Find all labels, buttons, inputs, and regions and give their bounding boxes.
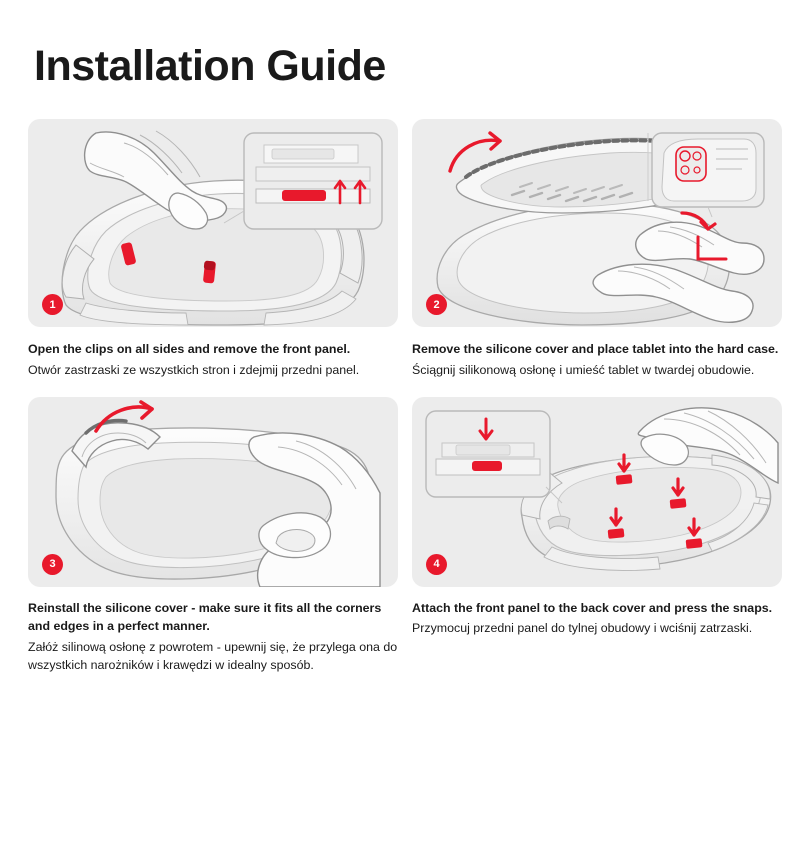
step-3-caption-pl: Załóż silinową osłonę z powrotem - upewnij się, że przylega ona do wszystkich narożników i krawędzi w idealny sposób. [28,639,398,672]
step-4-caption-en: Attach the front panel to the back cover and press the snaps. [412,600,773,615]
step-3-number: 3 [42,554,63,575]
step-3-caption [28,599,398,674]
step-1-artwork [28,119,398,327]
step-4-artwork [412,397,782,587]
page-title: Installation Guide [34,42,386,90]
step-3-artwork [28,397,398,587]
step-1-caption-pl: Otwór zastrzaski ze wszystkich stron i zdejmij przedni panel. [28,362,360,377]
step-4-illustration [412,397,782,587]
step-3 [28,397,398,674]
step-1-caption-en: Open the clips on all sides and remove the front panel. [28,342,351,357]
step-2-caption-en: Remove the silicone cover and place tablet into the hard case. [412,342,779,357]
step-2 [412,119,782,379]
step-2-artwork [412,119,782,327]
step-1 [28,119,398,379]
step-2-caption-pl: Ściągnij silikonową osłonę i umieść tablet w twardej obudowie. [412,362,755,377]
step-2-caption [412,340,782,379]
step-2-illustration [412,119,782,327]
step-4 [412,397,782,674]
step-2-number: 2 [426,294,447,315]
step-3-caption-en: Reinstall the silicone cover - make sure it fits all the corners and edges in a perfect manner. [28,600,382,634]
step-1-number: 1 [42,294,63,315]
step-3-illustration [28,397,398,587]
step-1-illustration [28,119,398,327]
step-4-number: 4 [426,554,447,575]
step-4-caption [412,599,782,638]
steps-grid [28,119,779,674]
step-4-caption-pl: Przymocuj przedni panel do tylnej obudowy i wciśnij zatrzaski. [412,621,753,636]
installation-guide-page [0,44,800,844]
step-1-caption [28,340,398,379]
